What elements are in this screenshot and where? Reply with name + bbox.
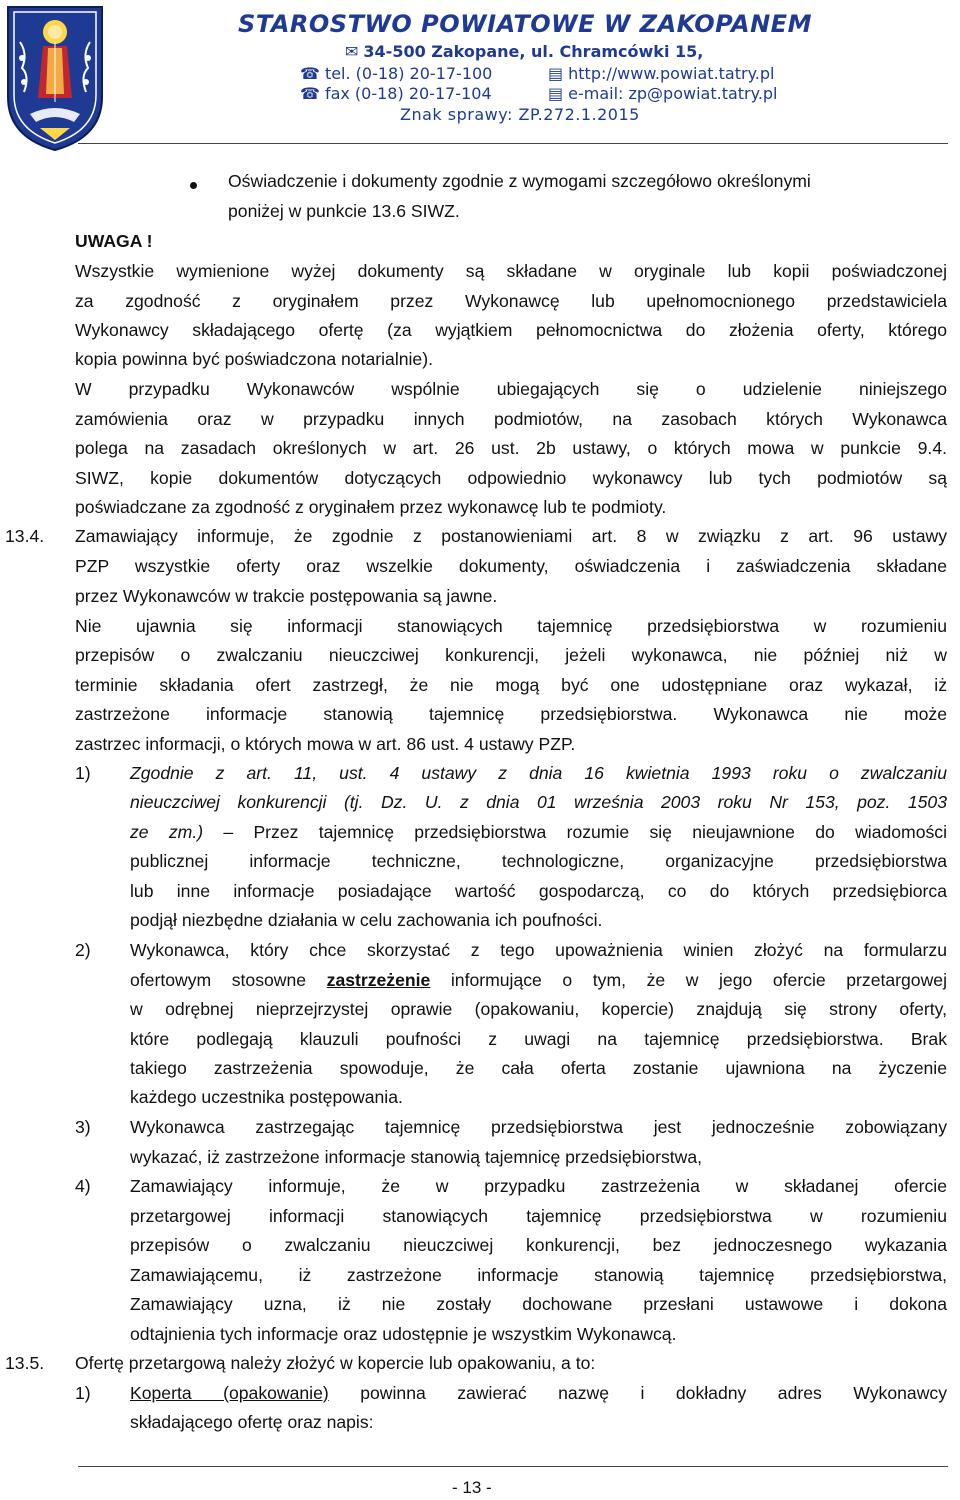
p1-line: kopia powinna być poświadczona notarialnie). [75, 349, 433, 369]
item4-line: odtajnienia tych informacje oraz udostępnie je wszystkim Wykonawcą. [130, 1324, 677, 1344]
p2-line: polega na zasadach określonych w art. 26 ust. 2b ustawy, o których mowa w punkcie 9.4. [75, 438, 947, 458]
s134-line: PZP wszystkie oferty oraz wszelkie dokumenty, oświadczenia i zaświadczenia składane [75, 556, 947, 576]
list-number: 1) [75, 763, 91, 783]
email-link[interactable]: zp@powiat.tatry.pl [628, 84, 778, 103]
s135-item1-text: powinna zawierać nazwę i dokładny adres Wykonawcy [328, 1383, 947, 1403]
item2-text: ofertowym stosowne [130, 970, 327, 990]
zastrzezenie-emphasis: zastrzeżenie [326, 970, 431, 990]
envelope-icon: ✉ [345, 42, 359, 61]
bullet-dot [190, 182, 197, 189]
item4-line: Zamawiający informuje, że w przypadku zastrzeżenia w składanej ofercie [130, 1176, 947, 1196]
s134b-line: zastrzec informacji, o których mowa w art. 86 ust. 4 ustawy PZP. [75, 734, 576, 754]
p2-line: zamówienia oraz w przypadku innych podmiotów, na zasobach których Wykonawca [75, 409, 947, 429]
section-number: 13.5. [5, 1353, 45, 1373]
letterhead [0, 0, 960, 150]
fax-icon: ☎ [300, 84, 320, 103]
item2-line: które podlegają klauzuli poufności z uwagi na tajemnicę przedsiębiorstwa. Brak [130, 1029, 947, 1049]
list-number: 3) [75, 1117, 91, 1137]
item1-definition-start: – Przez tajemnicę przedsiębiorstwa rozumie się nieujawnione do wiadomości [203, 822, 947, 842]
fax-text: fax (0-18) 20-17-104 [324, 84, 492, 103]
p2-line: SIWZ, kopie dokumentów dotyczących odpowiednio wykonawcy lub tych podmiotów są [75, 468, 947, 488]
case-number: Znak sprawy: ZP.272.1.2015 [400, 105, 640, 124]
email-line[interactable] [548, 84, 778, 103]
www-link[interactable]: http://www.powiat.tatry.pl [568, 64, 775, 83]
list-number: 1) [75, 1383, 91, 1403]
section-number: 13.4. [5, 526, 45, 546]
s135-text: Ofertę przetargową należy złożyć w kopercie lub opakowaniu, a to: [75, 1353, 596, 1373]
s134-line: przez Wykonawców w trakcie postępowania są jawne. [75, 586, 498, 606]
coat-of-arms-logo [0, 2, 110, 152]
koperta-underlined: Koperta (opakowanie) [130, 1383, 329, 1403]
p2-line: W przypadku Wykonawców wspólnie ubiegających się o udzielenie niniejszego [75, 379, 947, 399]
item1-line: lub inne informacje posiadające wartość gospodarczą, co do których przedsiębiorca [130, 881, 947, 901]
s134-line: Zamawiający informuje, że zgodnie z postanowieniami art. 8 w związku z art. 96 ustawy [75, 526, 947, 546]
item2-line: takiego zastrzeżenia spowoduje, że cała oferta zostanie ujawniona na życzenie [130, 1058, 947, 1078]
item4-line: Zamawiający uzna, iż nie zostały dochowane przesłani ustawowe i dokona [130, 1294, 947, 1314]
p1-line: Wszystkie wymienione wyżej dokumenty są składane w oryginale lub kopii poświadczonej [75, 261, 947, 281]
item3-line: wykazać, iż zastrzeżone informacje stanowią tajemnicę przedsiębiorstwa, [130, 1147, 703, 1167]
item4-line: przepisów o zwalczaniu nieuczciwej konkurencji, bez jednoczesnego wykazania [130, 1235, 947, 1255]
computer-icon: ▤ [548, 84, 564, 103]
item2-line: w odrębnej nieprzejrzystej oprawie (opakowaniu, kopercie) znajdują się strony oferty, [130, 999, 947, 1019]
s134b-line: zastrzeżone informacje stanowią tajemnicę przedsiębiorstwa. Wykonawca nie może [75, 704, 947, 724]
office-name: STAROSTWO POWIATOWE W ZAKOPANEM [238, 10, 812, 38]
s134b-line: Nie ujawnia się informacji stanowiących tajemnicę przedsiębiorstwa w rozumieniu [75, 616, 947, 636]
list-number: 4) [75, 1176, 91, 1196]
item1-line: podjął niezbędne działania w celu zachowania ich poufności. [130, 910, 603, 930]
item2-text: informujące o tym, że w jego ofercie przetargowej [430, 970, 947, 990]
footer-divider [78, 1466, 948, 1467]
item1-line: publicznej informacje techniczne, technologiczne, organizacyjne przedsiębiorstwa [130, 851, 947, 871]
phone-icon: ☎ [300, 64, 320, 83]
item4-line: przetargowej informacji stanowiących tajemnicę przedsiębiorstwa w rozumieniu [130, 1206, 947, 1226]
item3-line: Wykonawca zastrzegając tajemnicę przedsiębiorstwa jest jednocześnie zobowiązany [130, 1117, 947, 1137]
s134b-line: przepisów o zwalczaniu nieuczciwej konkurencji, jeżeli wykonawca, nie później niż w [75, 645, 947, 665]
s135-item1-line [130, 1379, 947, 1409]
item4-line: Zamawiającemu, iż zastrzeżone informacje stanowią tajemnicę przedsiębiorstwa, [130, 1265, 947, 1285]
item2-line [130, 966, 947, 996]
fax-line [300, 84, 492, 103]
uwaga-heading: UWAGA ! [75, 231, 153, 251]
p1-line: za zgodność z oryginałem przez Wykonawcę lub upełnomocnionego przedstawiciela [75, 291, 947, 311]
phone-text: tel. (0-18) 20-17-100 [324, 64, 493, 83]
list-number: 2) [75, 940, 91, 960]
s134b-line: terminie składania ofert zastrzegł, że nie mogą być one udostępniane oraz wykazał, iż [75, 675, 947, 695]
item1-line [130, 818, 947, 848]
bullet-text-line2: poniżej w punkcie 13.6 SIWZ. [228, 201, 460, 221]
phone-line [300, 64, 492, 83]
www-line[interactable] [548, 64, 774, 83]
computer-icon: ▤ [548, 64, 564, 83]
header-divider [78, 143, 948, 144]
s135-item1-line: składającego ofertę oraz napis: [130, 1412, 374, 1432]
item2-line: każdego uczestnika postępowania. [130, 1087, 403, 1107]
address-line [345, 42, 703, 61]
p1-line: Wykonawcy składającego ofertę (za wyjątkiem pełnomocnictwa do złożenia oferty, którego [75, 320, 947, 340]
email-label: e-mail: [568, 84, 629, 103]
item2-line: Wykonawca, który chce skorzystać z tego upoważnienia winien złożyć na formularzu [130, 940, 947, 960]
page-number: - 13 - [452, 1478, 492, 1497]
item1-line: nieuczciwej konkurencji (tj. Dz. U. z dnia 01 września 2003 roku Nr 153, poz. 1503 [130, 792, 947, 812]
item1-line: Zgodnie z art. 11, ust. 4 ustawy z dnia 16 kwietnia 1993 roku o zwalczaniu [130, 763, 947, 783]
address-text: 34-500 Zakopane, ul. Chramcówki 15, [363, 42, 704, 61]
item1-citation-end: ze zm.) [130, 822, 204, 842]
p2-line: poświadczane za zgodność z oryginałem przez wykonawcę lub te podmioty. [75, 497, 667, 517]
bullet-text-line1: Oświadczenie i dokumenty zgodnie z wymogami szczegółowo określonymi [228, 171, 811, 191]
